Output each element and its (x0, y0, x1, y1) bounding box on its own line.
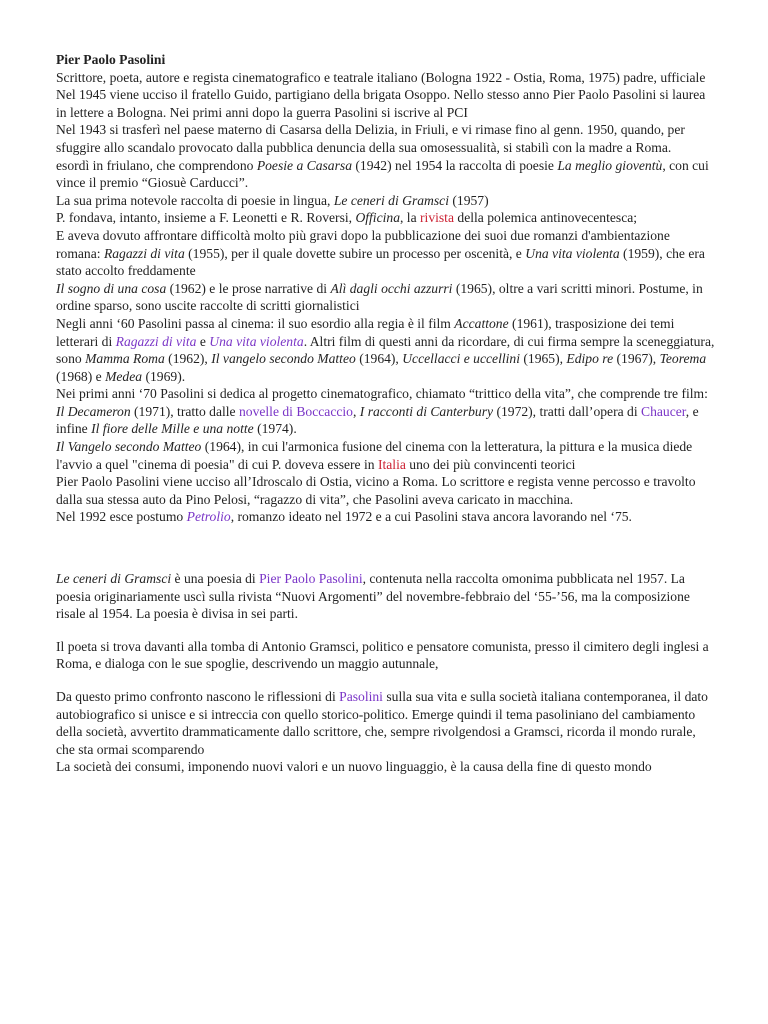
work-title: Mamma Roma (85, 351, 165, 367)
text: (1965), (519, 351, 567, 367)
work-title: Il Decameron (56, 403, 131, 419)
text: (1959), che era stato accolto freddamente (56, 245, 705, 279)
paragraph-petrolio (56, 508, 716, 526)
text: sulla sua vita e sulla società italiana contemporanea, il dato autobiografico si unisce e si intreccia con quello storico-politico. Emerge quindi il tema pasoliniano del cambiamento della società, avvertito drammaticamente dallo scrittore, che, sempre rivolgendosi a Gramsci, ricorda il mondo rurale, che sta ormai scomparendo (56, 689, 708, 757)
text: (1965), oltre a vari scritti minori. Postume, in ordine sparso, sono uscite raccolte di scritti giornalistici (56, 280, 703, 314)
paragraph-prima-raccolta (56, 192, 716, 210)
text: (1955), per il quale dovette subire un processo per oscenità, e (184, 245, 526, 261)
italia-link[interactable]: Italia (377, 456, 406, 472)
text: , (352, 403, 360, 419)
work-title: Accattone (454, 315, 509, 331)
work-title: Una vita violenta (525, 245, 620, 261)
pasolini-link[interactable]: Pier Paolo Pasolini (259, 571, 363, 587)
text: Negli anni ‘60 Pasolini passa al cinema: il suo esordio alla regia è il film (56, 315, 455, 331)
biography-section (56, 51, 716, 526)
work-title: Il fiore delle Mille e una notte (91, 421, 254, 437)
work-title: Le ceneri di Gramsci (56, 571, 172, 587)
text: E aveva dovuto affrontare difficoltà molto più gravi dopo la pubblicazione dei suoi due romanzi d'ambientazione romana: (56, 227, 670, 261)
work-title: Uccellacci e uccellini (402, 351, 520, 367)
text: , la (400, 210, 421, 226)
text: della polemica antinovecentesca; (454, 210, 638, 226)
work-title: Poesie a Casarsa (256, 157, 352, 173)
text: (1942) nel 1954 la raccolta di poesie (351, 157, 558, 173)
text: (1967), (613, 351, 660, 367)
paragraph-esordi (56, 157, 716, 192)
rivista-link[interactable]: rivista (420, 210, 454, 226)
work-title: La meglio gioventù (557, 157, 663, 173)
paragraph-officina (56, 209, 716, 227)
work-title: Officina (355, 210, 400, 226)
text: (1962) e le prose narrative di (166, 280, 331, 296)
text: (1962), (164, 351, 212, 367)
pasolini-link-2[interactable]: Pasolini (339, 689, 383, 704)
text: , e infine (56, 403, 699, 437)
work-title: Edipo re (566, 351, 614, 367)
work-title: Teorema (659, 351, 707, 367)
paragraph-ceneri (56, 570, 716, 623)
paragraph-morte: Pier Paolo Pasolini viene ucciso all’Idroscalo di Ostia, vicino a Roma. Lo scrittore e regista venne percosso e travolto dalla sua stessa auto da Pino Pelosi, “ragazzo di vita”, che Pasolini aveva caricato in macchina. (56, 474, 696, 507)
ragazzi-di-vita-link[interactable]: Ragazzi di vita (115, 333, 197, 349)
ceneri-section (56, 570, 716, 776)
document-body (56, 51, 716, 791)
paragraph-trittico (56, 385, 716, 438)
petrolio-link[interactable]: Petrolio (186, 509, 231, 525)
work-title: Medea (105, 368, 143, 384)
paragraph-1943: Nel 1943 si trasferì nel paese materno di Casarsa della Delizia, in Friuli, e vi rimase fino al genn. 1950, quando, per sfuggire allo scandalo provocato dalla pubblica denuncia della sua omosessualità, si stabilì con la madre a Roma. (56, 122, 685, 155)
text: è una poesia di (171, 571, 260, 587)
text: esordì in friulano, che comprendono (56, 157, 257, 173)
text: (1964), (355, 351, 403, 367)
text: Da questo primo confronto nascono le riflessioni di (56, 689, 340, 704)
text: uno dei più convincenti teorici (405, 456, 576, 472)
text: , contenuta nella raccolta omonima pubblicata nel 1957. La poesia originariamente uscì sulla rivista “Nuovi Argomenti” del novembre-febbraio del ‘55-’56, ma la composizione risale al 1954. La poesia è divisa in sei parti. (56, 571, 690, 622)
text: La società dei consumi, imponendo nuovi valori e un nuovo linguaggio, è la causa della fine di questo mondo (56, 759, 652, 775)
text: . Altri film di questi anni da ricordare, di cui firma sempre la sceneggiatura, sono (56, 333, 715, 367)
work-title: I racconti di Canterbury (359, 403, 494, 419)
chaucer-link[interactable]: Chaucer (641, 403, 686, 419)
paragraph-romanzi (56, 227, 716, 280)
text: (1961), trasposizione dei temi letterari di (56, 315, 675, 349)
text: Nei primi anni ‘70 Pasolini si dedica al progetto cinematografico, chiamato “trittico della vita”, che comprende tre film: (56, 386, 708, 402)
text: La sua prima notevole raccolta di poesie in lingua, (56, 192, 334, 208)
text: (1971), tratto dalle (130, 403, 239, 419)
text: (1969). (142, 368, 186, 384)
text: (1974). (253, 421, 297, 437)
text: , con cui vince il premio “Giosuè Carducci”. (56, 157, 709, 191)
paragraph-vangelo (56, 438, 716, 473)
text: (1957) (448, 192, 489, 208)
work-title: Le ceneri di Gramsci (333, 192, 449, 208)
work-title: Ragazzi di vita (103, 245, 185, 261)
text: e (196, 333, 210, 349)
paragraph-cinema-60 (56, 315, 716, 385)
text: (1964), in cui l'armonica fusione del cinema con la letteratura, la pittura e la musica diede l'avvio a quel "cinema di poesia" di cui P. doveva essere in (56, 439, 693, 472)
text: Nel 1992 esce postumo (56, 509, 187, 525)
text: (1968) e (56, 368, 106, 384)
text: (1972), tratti dall’opera di (493, 403, 642, 419)
document-title: Pier Paolo Pasolini (56, 52, 166, 67)
work-title: Alì dagli occhi azzurri (330, 280, 453, 296)
paragraph-1945: Nel 1945 viene ucciso il fratello Guido, partigiano della brigata Osoppo. Nello stesso anno Pier Paolo Pasolini si laurea in lettere a Bologna. Nei primi anni dopo la guerra Pasolini si iscrive al PCI (56, 87, 706, 120)
intro-paragraph: Scrittore, poeta, autore e regista cinematografico e teatrale italiano (Bologna 1922 - Ostia, Roma, 1975) padre, ufficiale (56, 69, 706, 85)
boccaccio-link[interactable]: novelle di Boccaccio (238, 403, 353, 419)
paragraph-poeta: Il poeta si trova davanti alla tomba di Antonio Gramsci, politico e pensatore comunista, presso il cimitero degli inglesi a Roma, e dialoga con le sue spoglie, descrivendo un maggio autunnale, (56, 638, 709, 672)
text: , romanzo ideato nel 1972 e a cui Pasolini stava ancora lavorando nel ‘75. (230, 509, 632, 525)
work-title: Il vangelo secondo Matteo (211, 351, 356, 367)
work-title: Il sogno di una cosa (56, 280, 167, 296)
work-title: Il Vangelo secondo Matteo (56, 439, 202, 455)
text: P. fondava, intanto, insieme a F. Leonetti e R. Roversi, (56, 210, 356, 226)
una-vita-violenta-link[interactable]: Una vita violenta (209, 333, 304, 349)
paragraph-prose (56, 280, 716, 315)
paragraph-confronto (56, 688, 716, 776)
